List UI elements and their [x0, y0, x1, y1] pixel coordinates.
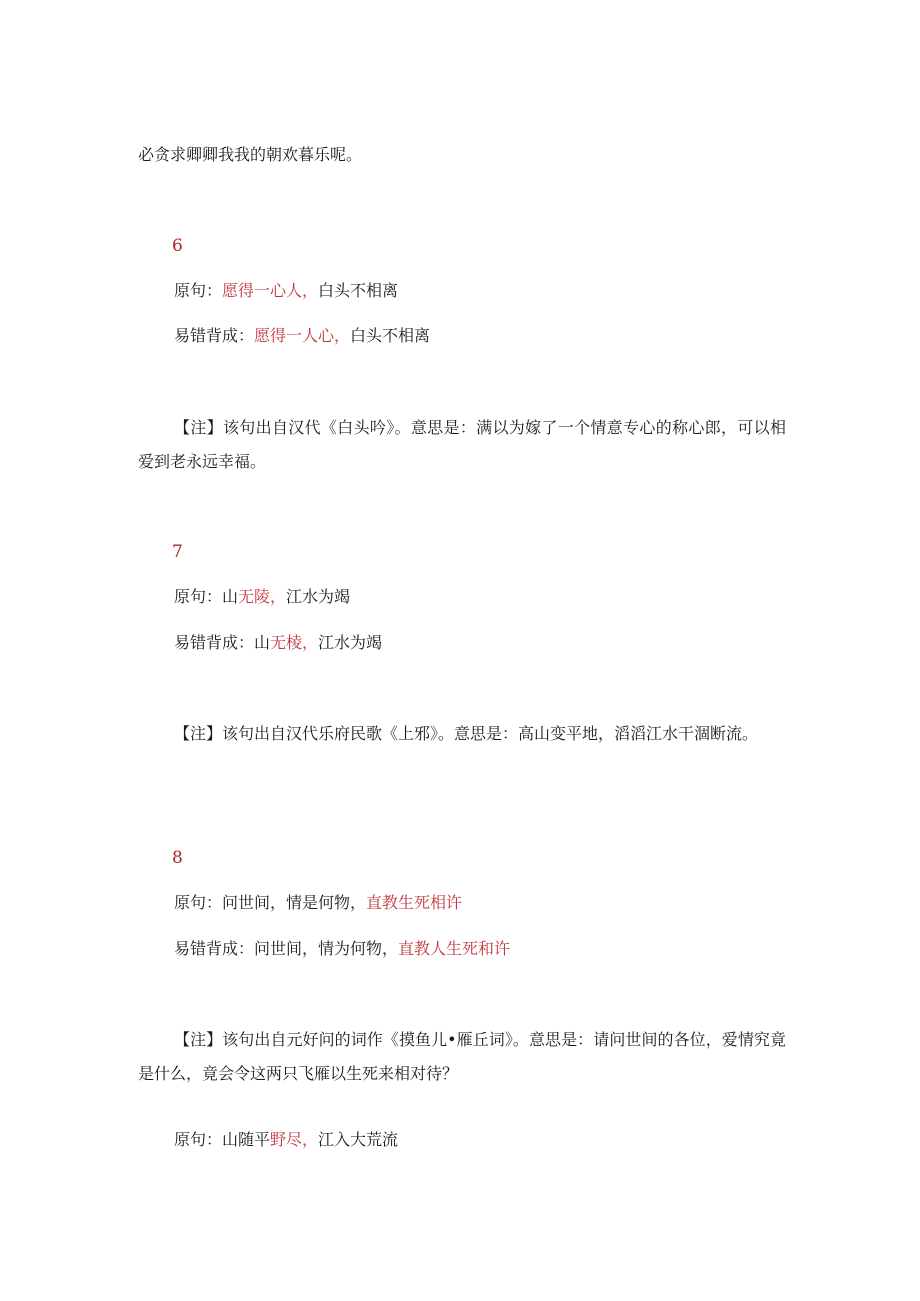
original-line [174, 893, 462, 913]
original-highlight: 直教生死相许 [366, 893, 463, 912]
original-label: 原句：山随平 [174, 1130, 271, 1149]
original-label: 原句： [174, 281, 223, 300]
entry-number: 7 [172, 542, 183, 562]
entry-note: 【注】该句出自元好问的词作《摸鱼儿•雁丘词》。意思是：请问世间的各位，爱情究竟是什么，竟会令这两只飞雁以生死来相对待？ [138, 1030, 786, 1083]
wrong-highlight: 无棱， [270, 633, 319, 652]
wrong-label: 易错背成：山 [174, 633, 271, 652]
wrong-line [174, 633, 382, 653]
original-line [174, 281, 398, 301]
wrong-rest: 江水为竭 [318, 633, 383, 652]
wrong-highlight: 愿得一人心， [254, 326, 351, 345]
original-rest: 江水为竭 [286, 587, 351, 606]
original-highlight: 野尽， [270, 1130, 319, 1149]
wrong-label: 易错背成：问世间，情为何物， [174, 939, 399, 958]
entry-number: 8 [172, 848, 183, 868]
wrong-line [174, 939, 510, 959]
entry-note: 【注】该句出自汉代《白头吟》。意思是：满以为嫁了一个情意专心的称心郎，可以相爱到老永远幸福。 [138, 418, 786, 471]
wrong-line [174, 326, 430, 346]
original-highlight: 愿得一心人， [222, 281, 319, 300]
original-rest: 白头不相离 [318, 281, 399, 300]
wrong-rest: 白头不相离 [350, 326, 431, 345]
original-line [174, 1130, 398, 1150]
entry-note: 【注】该句出自汉代乐府民歌《上邪》。意思是：高山变平地，滔滔江水干涸断流。 [174, 724, 759, 743]
intro-text: 必贪求卿卿我我的朝欢暮乐呢。 [138, 145, 363, 164]
original-rest: 江入大荒流 [318, 1130, 399, 1149]
original-highlight: 无陵， [238, 587, 287, 606]
original-line [174, 587, 350, 607]
entry-number: 6 [172, 236, 183, 256]
wrong-label: 易错背成： [174, 326, 255, 345]
original-label: 原句：山 [174, 587, 239, 606]
wrong-highlight: 直教人生死和许 [398, 939, 511, 958]
original-label: 原句：问世间，情是何物， [174, 893, 367, 912]
